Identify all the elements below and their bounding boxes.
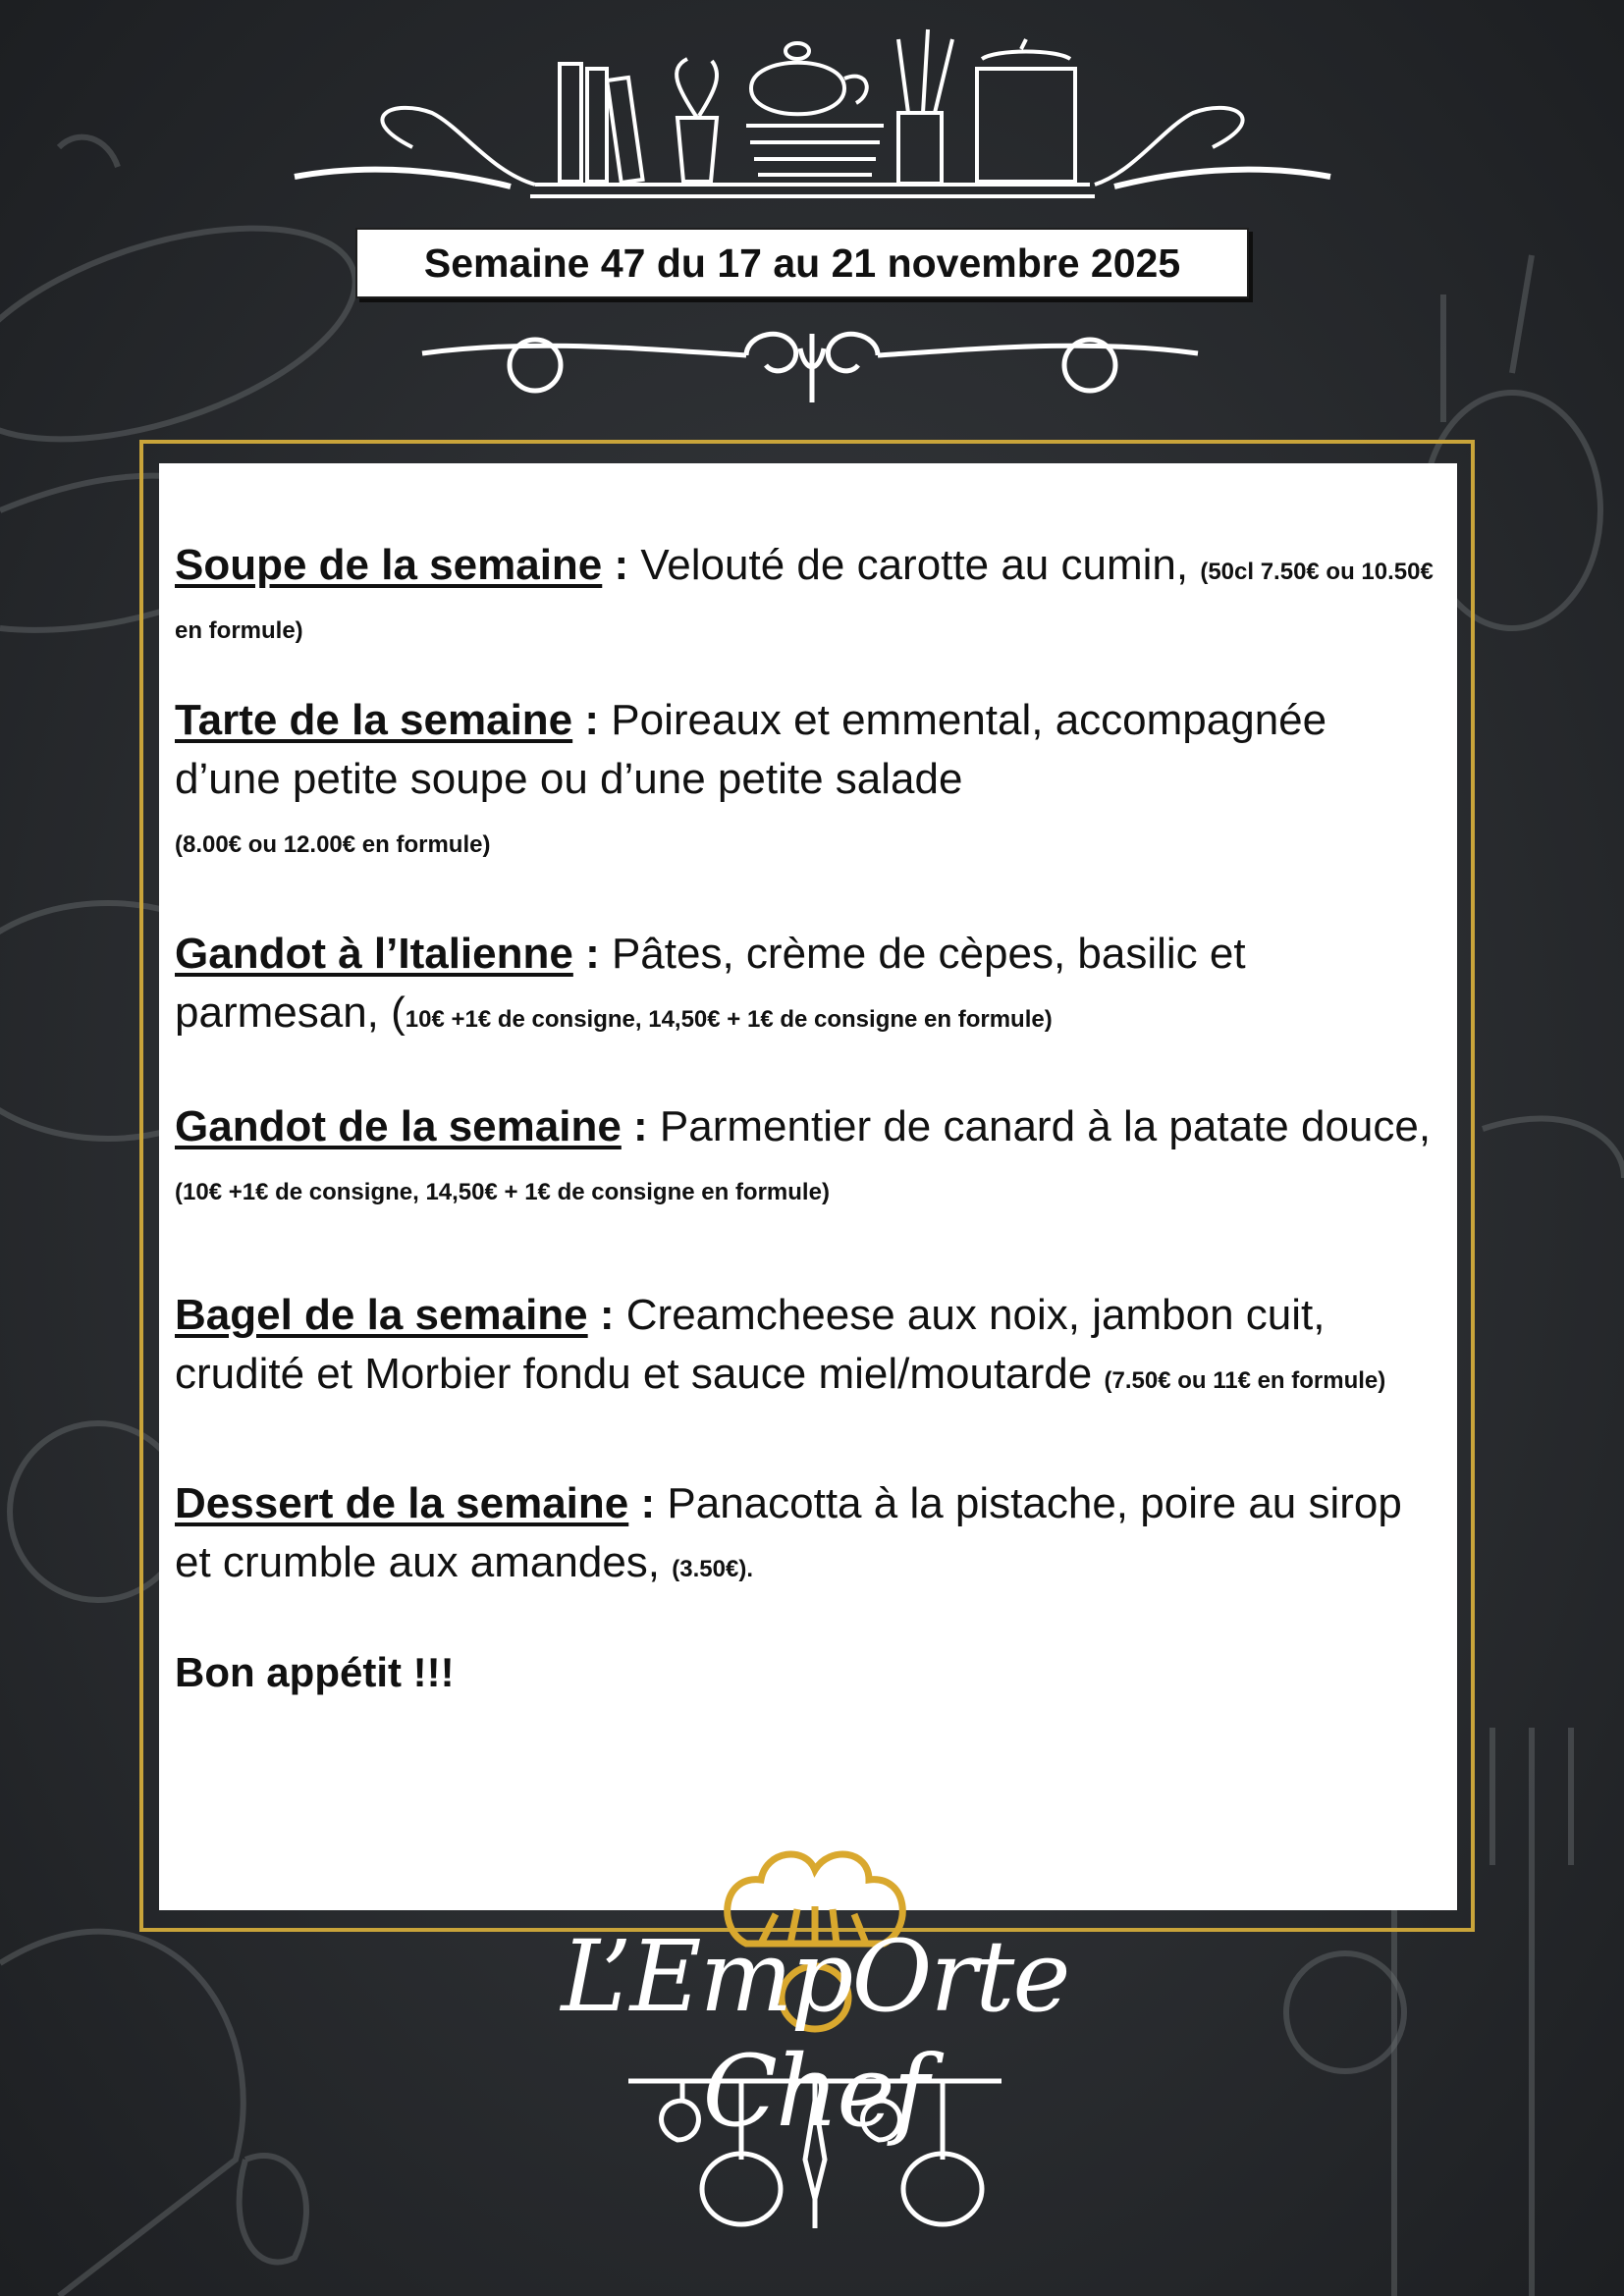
- menu-item-label: Tarte de la semaine: [175, 696, 573, 744]
- menu-panel: [159, 463, 1457, 1910]
- menu-item-description: Velouté de carotte au cumin,: [640, 541, 1189, 589]
- menu-item-label: Bagel de la semaine: [175, 1291, 588, 1339]
- menu-item-description: Parmentier de canard à la patate douce,: [659, 1102, 1432, 1150]
- menu-item-gandot-italienne: Gandot à l’Italienne : Pâtes, crème de cèpes, basilic et parmesan, (10€ +1€ de consigne, 14,50€ + 1€ de consigne en formule): [175, 930, 1246, 1037]
- menu-item-price: (50cl 7.50€ ou 10.50€ en formule): [175, 559, 1434, 644]
- brand-logo-text: L’EmpOrte Chef: [561, 1919, 1069, 2149]
- menu-item-price: 10€ +1€ de consigne, 14,50€ + 1€ de consigne en formule): [405, 1006, 1053, 1033]
- menu-item-description: Pâtes, crème de cèpes, basilic et parmesan, (: [175, 930, 1246, 1037]
- menu-item-bagel: Bagel de la semaine : Creamcheese aux noix, jambon cuit, crudité et Morbier fondu et sauce miel/moutarde (7.50€ ou 11€ en formule): [175, 1291, 1386, 1398]
- menu-item-gandot-semaine: Gandot de la semaine : Parmentier de canard à la patate douce, (10€ +1€ de consigne, 14,50€ + 1€ de consigne en formule): [175, 1102, 1432, 1205]
- menu-item-dessert: Dessert de la semaine : Panacotta à la pistache, poire au sirop et crumble aux amandes, (3.50€).: [175, 1479, 1402, 1586]
- menu-item-description: Poireaux et emmental, accompagnée d’une petite soupe ou d’une petite salade: [175, 696, 1327, 803]
- menu-item-price: (8.00€ ou 12.00€ en formule): [175, 831, 491, 858]
- menu-item-description: Panacotta à la pistache, poire au sirop et crumble aux amandes,: [175, 1479, 1402, 1586]
- menu-item-label: Gandot de la semaine: [175, 1102, 622, 1150]
- menu-item-soupe: Soupe de la semaine : Velouté de carotte au cumin, (50cl 7.50€ ou 10.50€ en formule): [175, 541, 1434, 644]
- menu-item-label: Gandot à l’Italienne: [175, 930, 573, 978]
- menu-item-price: (3.50€).: [672, 1556, 753, 1582]
- closing-message: Bon appétit !!!: [175, 1649, 455, 1695]
- menu-item-tarte: Tarte de la semaine : Poireaux et emmental, accompagnée d’une petite soupe ou d’une petite salade (8.00€ ou 12.00€ en formule): [175, 696, 1327, 858]
- menu-item-label: Dessert de la semaine: [175, 1479, 629, 1527]
- menu-item-price: (10€ +1€ de consigne, 14,50€ + 1€ de consigne en formule): [175, 1179, 830, 1205]
- menu-item-price: (7.50€ ou 11€ en formule): [1104, 1367, 1386, 1394]
- menu-item-description: Creamcheese aux noix, jambon cuit, crudité et Morbier fondu et sauce miel/moutarde: [175, 1291, 1326, 1398]
- menu-item-label: Soupe de la semaine: [175, 541, 603, 589]
- week-title: Semaine 47 du 17 au 21 novembre 2025: [355, 228, 1249, 298]
